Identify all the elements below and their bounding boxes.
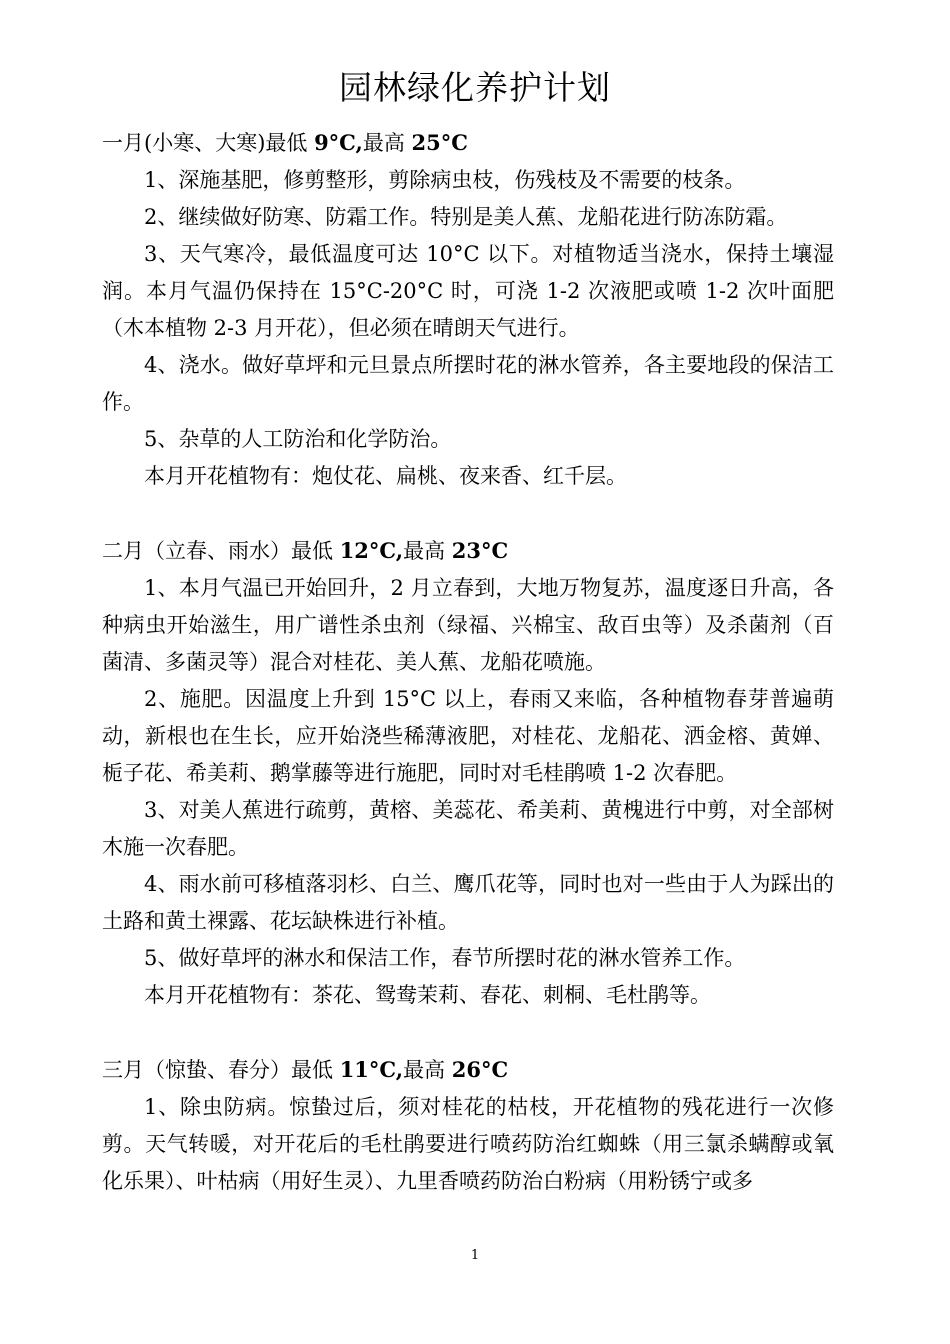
month-heading-february xyxy=(102,532,834,570)
paragraph: 1、深施基肥，修剪整形，剪除病虫枝，伤残枝及不需要的枝条。 xyxy=(144,168,746,192)
heading-low-temp: 12°C, xyxy=(339,538,404,563)
flowering-plants-paragraph: 本月开花植物有：茶花、鸳鸯茉莉、春花、刺桐、毛杜鹃等。 xyxy=(144,983,711,1007)
month-section-january xyxy=(102,124,834,495)
heading-low-temp: 9°C, xyxy=(314,130,363,155)
heading-low-temp: 11°C, xyxy=(339,1057,404,1082)
month-section-march xyxy=(102,1051,834,1200)
flowering-plants-paragraph: 本月开花植物有：炮仗花、扁桃、夜来香、红千层。 xyxy=(144,464,627,488)
section-spacer xyxy=(102,495,834,532)
paragraph: 2、继续做好防寒、防霜工作。特别是美人蕉、龙船花进行防冻防霜。 xyxy=(144,205,788,229)
heading-prefix: 三月（惊蛰、春分）最低 xyxy=(102,1058,340,1082)
paragraph: 3、天气寒冷，最低温度可达 10°C 以下。对植物适当浇水，保持土壤湿润。本月气温仍保持在 15°C-20°C 时，可浇 1-2 次液肥或喷 1-2 次叶面肥（木本植物 2-3 月开花），但必须在晴朗天气进行。 xyxy=(102,242,834,340)
heading-mid: 最高 xyxy=(362,131,412,155)
heading-prefix: 二月（立春、雨水）最低 xyxy=(102,539,340,563)
month-section-february xyxy=(102,532,834,1014)
paragraph: 5、做好草坪的淋水和保洁工作，春节所摆时花的淋水管养工作。 xyxy=(144,946,746,970)
paragraph: 1、除虫防病。惊蛰过后，须对桂花的枯枝，开花植物的残花进行一次修剪。天气转暖，对开花后的毛杜鹃要进行喷药防治红蜘蛛（用三氯杀螨醇或氧化乐果）、叶枯病（用好生灵）、九里香喷药防治白粉病（用粉锈宁或多 xyxy=(102,1095,834,1193)
heading-prefix: 一月(小寒、大寒)最低 xyxy=(102,131,315,155)
page-title: 园林绿化养护计划 xyxy=(339,68,611,107)
heading-high-temp: 25°C xyxy=(411,130,468,155)
heading-high-temp: 23°C xyxy=(451,538,509,563)
heading-mid: 最高 xyxy=(403,539,452,563)
paragraph: 5、杂草的人工防治和化学防治。 xyxy=(144,427,452,451)
month-heading-january xyxy=(102,124,834,162)
paragraph: 3、对美人蕉进行疏剪，黄榕、美蕊花、希美莉、黄槐进行中剪，对全部树木施一次春肥。 xyxy=(102,798,834,859)
heading-high-temp: 26°C xyxy=(451,1057,509,1082)
paragraph: 4、浇水。做好草坪和元旦景点所摆时花的淋水管养，各主要地段的保洁工作。 xyxy=(102,353,834,414)
paragraph: 1、本月气温已开始回升，2 月立春到，大地万物复苏，温度逐日升高，各种病虫开始滋生，用广谱性杀虫剂（绿福、兴棉宝、敌百虫等）及杀菌剂（百菌清、多菌灵等）混合对桂花、美人蕉、龙船花喷施。 xyxy=(102,576,834,674)
document-body xyxy=(102,124,834,1200)
month-heading-march xyxy=(102,1051,834,1089)
paragraph: 4、雨水前可移植落羽杉、白兰、鹰爪花等，同时也对一些由于人为踩出的土路和黄土裸露、花坛缺株进行补植。 xyxy=(102,872,834,933)
section-spacer xyxy=(102,1014,834,1051)
page-number: 1 xyxy=(470,1248,480,1263)
heading-mid: 最高 xyxy=(403,1058,452,1082)
paragraph: 2、施肥。因温度上升到 15°C 以上，春雨又来临，各种植物春芽普遍萌动，新根也在生长，应开始浇些稀薄液肥，对桂花、龙船花、洒金榕、黄婵、栀子花、希美莉、鹅掌藤等进行施肥，同时对毛桂鹃喷 1-2 次春肥。 xyxy=(102,687,834,785)
